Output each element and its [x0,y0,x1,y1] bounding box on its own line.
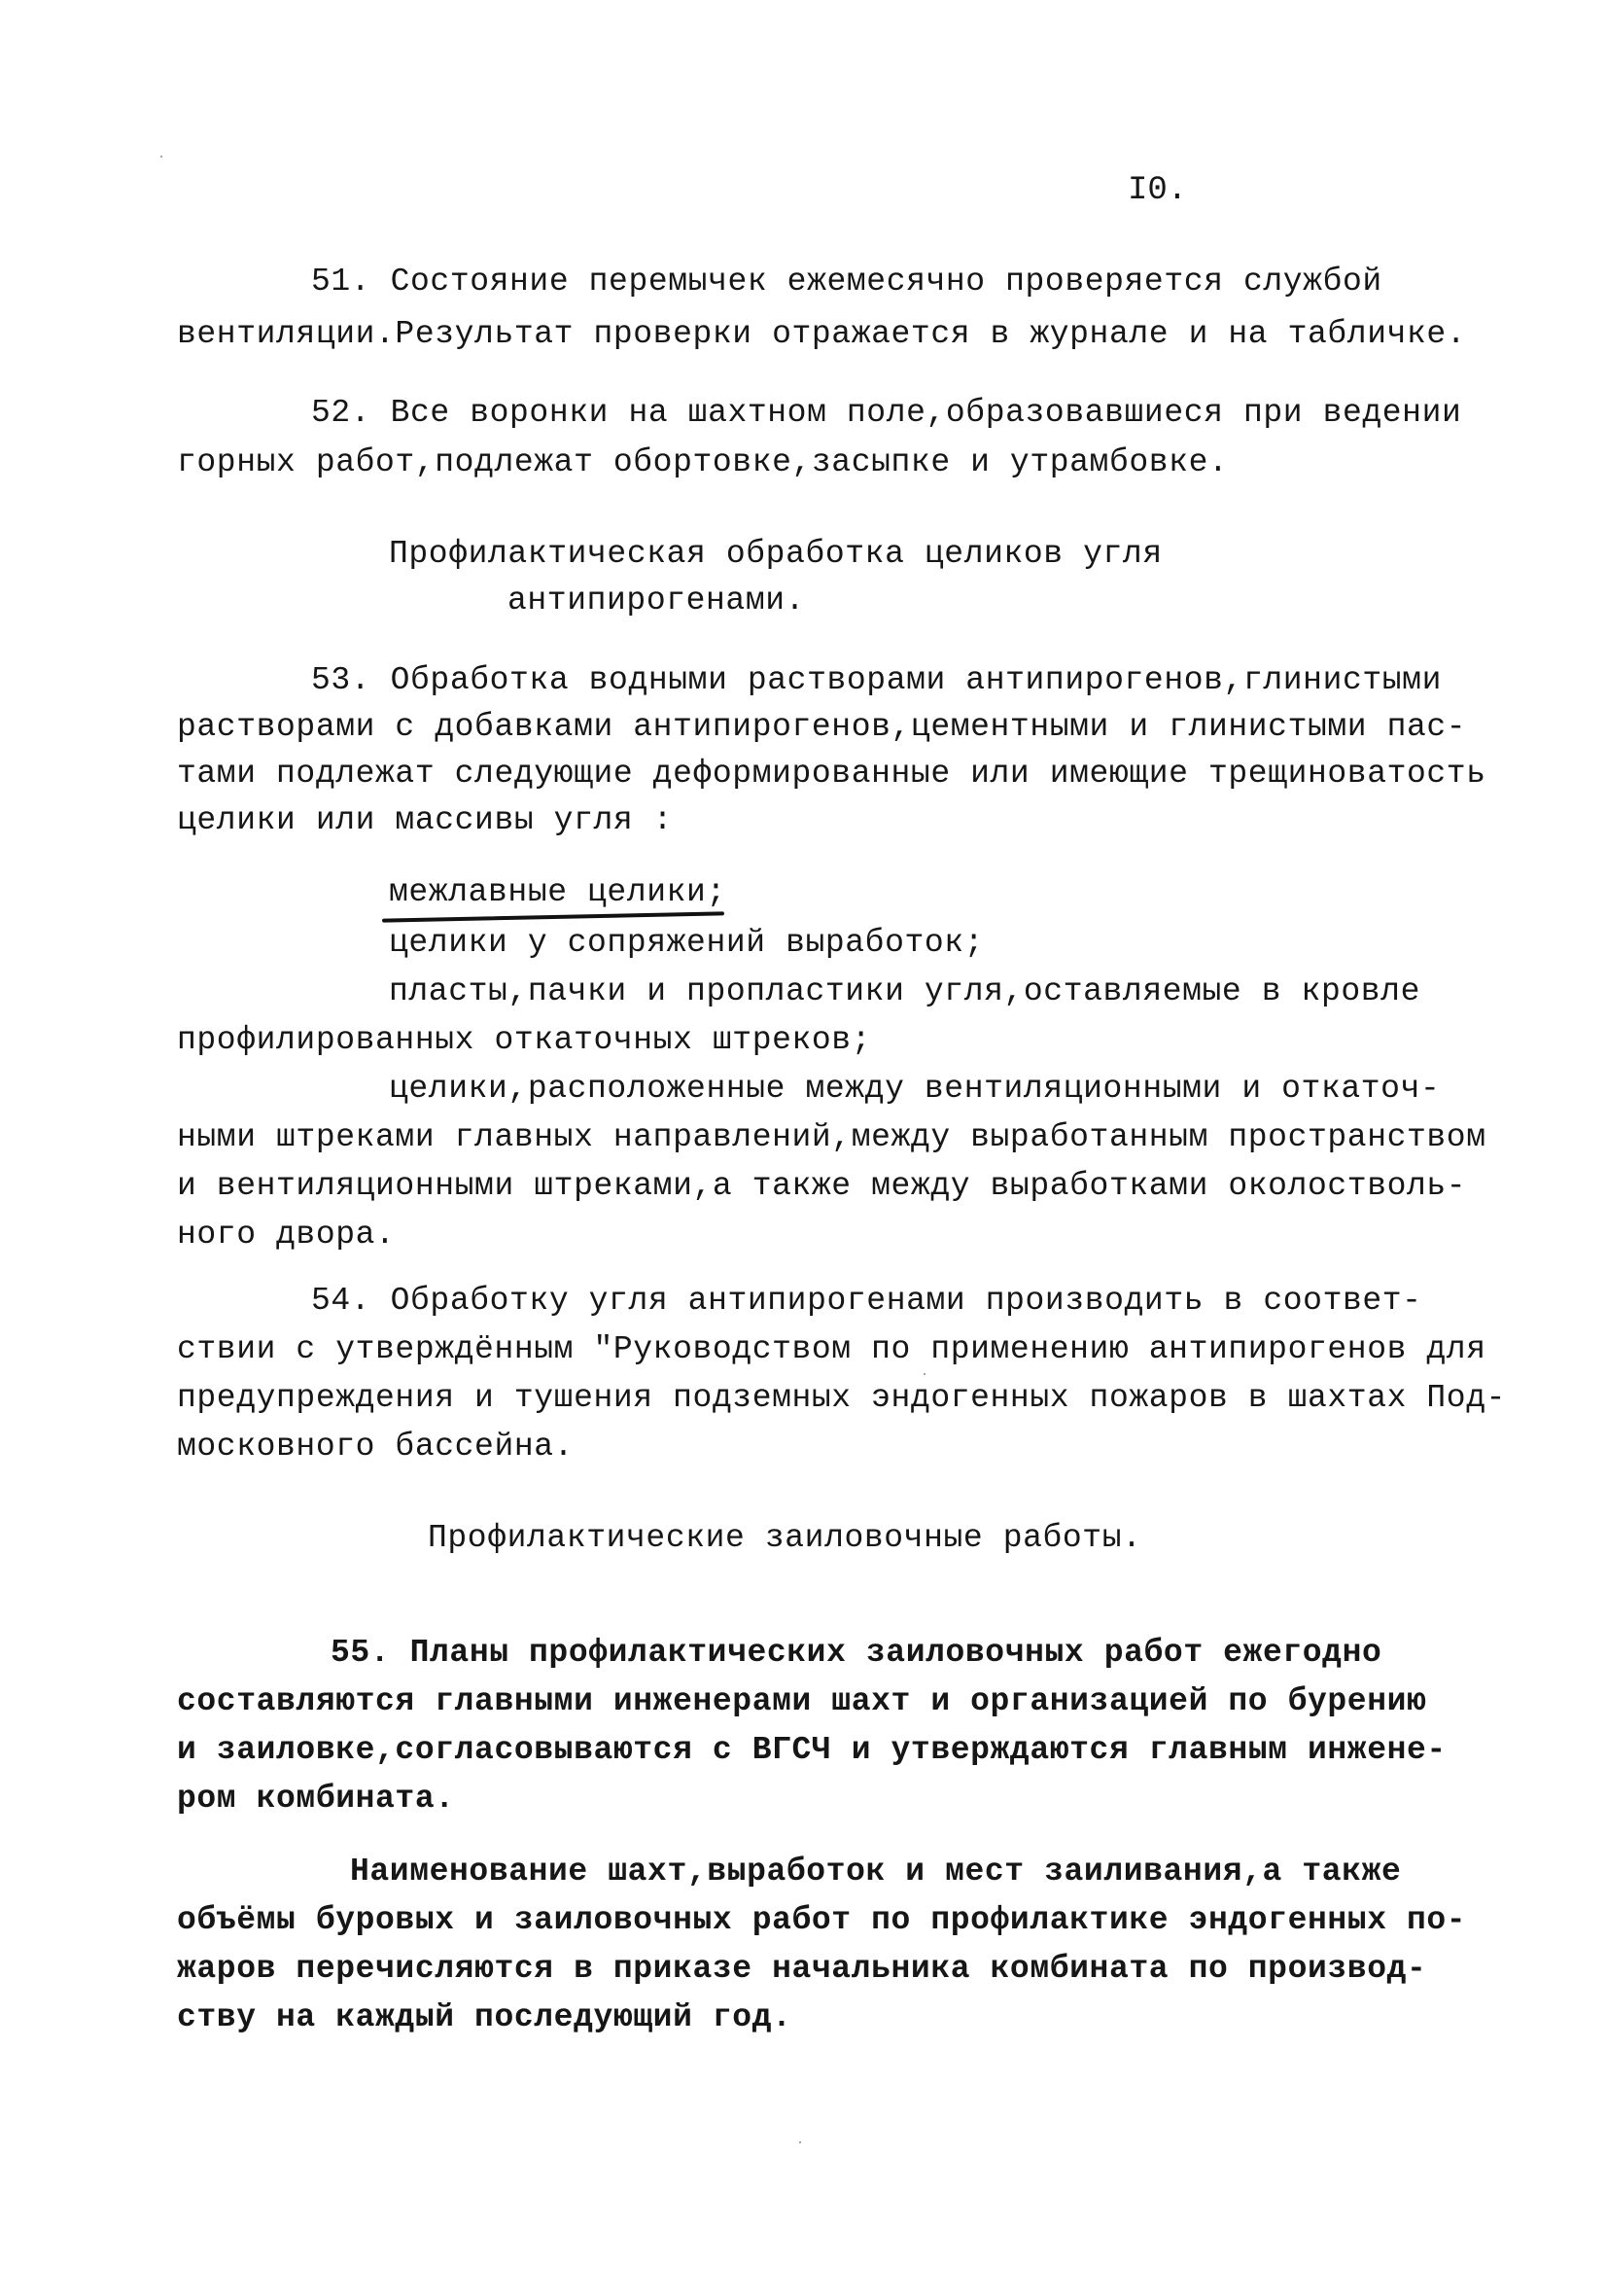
paragraph-52-line-1: 52. Все воронки на шахтном поле,образовавшиеся при ведении [311,395,1462,431]
section-heading-antipyrogen-line-2: антипирогенами. [507,583,806,618]
page-number: I0. [1128,172,1188,209]
paragraph-56-line-3: жаров перечисляются в приказе начальника комбината по производ- [177,1951,1427,1987]
paragraph-56-line-1: Наименование шахт,выработок и мест заиливания,а также [350,1854,1402,1890]
paragraph-54-line-3: предупреждения и тушения подземных эндогенных пожаров в шахтах Под- [177,1380,1507,1416]
paragraph-54-line-2: ствии с утверждённым "Руководством по применению антипирогенов для [177,1331,1486,1367]
list-item-interlava-pillars: межлавные целики; [389,874,726,910]
paragraph-55-line-1: 55. Планы профилактических заиловочных работ ежегодно [331,1635,1382,1671]
list-item-pillars-between-line-2: ными штреками главных направлений,между выработанным пространством [177,1119,1486,1155]
paragraph-53-line-4: целики или массивы угля : [177,802,674,838]
paragraph-51-line-2: вентиляции.Результат проверки отражается в журнале и на табличке. [177,316,1467,352]
paragraph-53-line-3: тами подлежат следующие деформированные или имеющие трещиноватость [177,756,1486,792]
scan-speck [924,1373,926,1375]
list-item-junction-pillars: целики у сопряжений выработок; [389,925,985,961]
section-heading-silting: Профилактические заиловочные работы. [428,1520,1142,1556]
paragraph-53-line-2: растворами с добавками антипирогенов,цементными и глинистыми пас- [177,709,1467,745]
paragraph-56-line-4: ству на каждый последующий год. [177,1999,792,2035]
list-item-seams-line-1: пласты,пачки и пропластики угля,оставляемые в кровле [389,973,1420,1009]
list-item-pillars-between-line-1: целики,расположенные между вентиляционными и откаточ- [389,1071,1441,1107]
list-item-pillars-between-line-4: ного двора. [177,1217,396,1253]
paragraph-55-line-2: составляются главными инженерами шахт и организацией по бурению [177,1683,1427,1719]
section-heading-antipyrogen: Профилактическая обработка целиков угля [389,536,1163,572]
scan-speck [799,2141,801,2143]
paragraph-56-line-2: объёмы буровых и заиловочных работ по профилактике эндогенных по- [177,1902,1467,1938]
paragraph-55-line-4: ром комбината. [177,1781,455,1817]
paragraph-52-line-2: горных работ,подлежат обортовке,засыпке и утрамбовке. [177,444,1229,480]
paragraph-51-line-1: 51. Состояние перемычек ежемесячно проверяется службой [311,264,1382,300]
paragraph-54-line-4: московного бассейна. [177,1429,575,1465]
paragraph-54-line-1: 54. Обработку угля антипирогенами производить в соответ- [311,1283,1422,1319]
paragraph-55-line-3: и заиловке,согласовываются с ВГСЧ и утверждаются главным инжене- [177,1732,1447,1768]
paragraph-53-line-1: 53. Обработка водными растворами антипирогенов,глинистыми [311,662,1442,698]
handwritten-underline [382,911,724,922]
list-item-pillars-between-line-3: и вентиляционными штреками,а также между выработками околостволь- [177,1168,1467,1204]
scan-speck [160,156,162,158]
list-item-seams-line-2: профилированных откаточных штреков; [177,1022,872,1058]
